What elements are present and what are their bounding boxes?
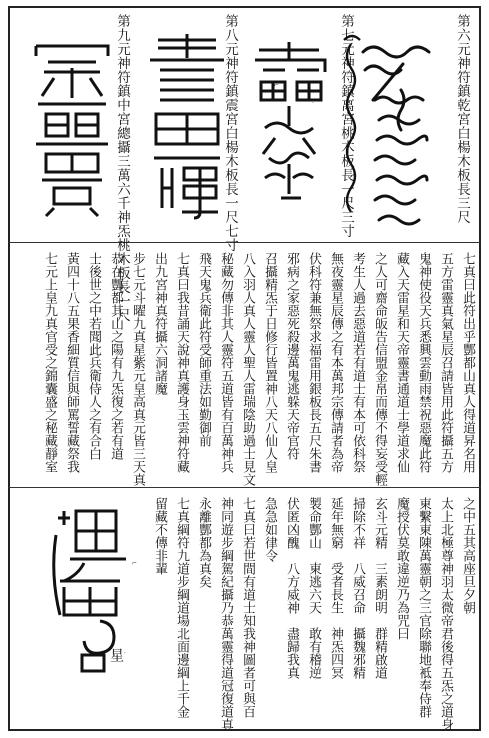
talisman-eight-glyph [140,30,234,220]
glyph-mark-b: · [312,100,314,107]
text-column: 恭在酆都其山之陽有九炁復之若有道 [108,252,123,460]
text-column: 太上北極尊神羽太微帝君後得五炁之道身 [438,497,453,731]
text-column: 神同遊步綱駕紀攝乃恭萬靈得道冠復道真 [218,497,233,731]
text-column: 七真曰我昔誦天說神真護身玉雲神符藏 [174,252,189,473]
incantation-column: 延年無窮 受者長生 神炁四冥 [328,497,343,679]
text-column: 無夜靈星辰傳之有本萬邦宗傳請者為帝 [328,252,343,473]
talisman-six-glyph [355,30,435,230]
talisman-seven-glyph [245,38,337,208]
caption-seventh-talisman: 第七元神符鎮离宮桃木板長一尺三寸 [338,14,354,238]
text-column: 黃四十八五果香細質信與師罵誓藏祭我 [64,252,79,473]
glyph-mark-a: ⌐ [274,82,280,89]
text-column: 伏科符兼無祭求福雷用銀板長五尺朱書 [306,252,321,473]
caption-eighth-talisman: 第八元神符鎮震宮白楊木板長一尺七寸 [222,14,238,252]
glyph-mark-d: · [124,650,126,657]
text-column: 之人可齋命皈告信盟金帛而傳不得妄受輕 [372,252,387,486]
talisman-tail-label: 星 [108,648,124,662]
talisman-tail-char [106,648,126,662]
text-column: 鬼神使役天兵悉興雲動雨禁祝惡魔此符 [416,252,431,473]
text-column: 五方雷靈真氣星辰召請皆用此符攝五方 [438,252,453,473]
glyph-mark-c: ⌐ [132,560,138,567]
text-column: 飛天鬼兵衛此符受師重法如勤御前 [196,252,211,447]
talisman-eight-seal [140,30,234,220]
text-column: 留藏不傳非輩 [152,497,167,575]
section-divider-bottom [8,487,481,488]
text-column: 士後世之中若聞此兵衛侍人之有合白 [86,252,101,460]
caption-sixth-talisman: 第六元神符鎮乾宮白楊木板長三尺 [454,14,470,224]
talisman-seven-seal [245,38,337,208]
text-column: 七真曰此符出乎酆都山真人得道昇名用 [460,252,475,473]
text-column: 出九宮神真符攝六洞諸魔 [152,252,167,395]
incantation-column: 玄斗元精 三素朗明 群精啟道 [372,497,387,679]
text-column: 七真曰若世間有道士知我神圖者可與百 [240,497,255,718]
text-column: 藏入天雷星和天帝靈書通道士學道求仙 [394,252,409,473]
talisman-seven-wave [340,30,362,220]
text-column: 永離酆都為真矣 [196,497,211,588]
text-column: 七真綱符九道步綱道場北面邊綱上千金 [174,497,189,718]
text-column: 秘藏勿傳非其人靈符五道皆有百萬神兵 [218,252,233,473]
talisman-nine-glyph [24,38,120,218]
incantation-column: 急急如律令 [262,497,277,562]
incantation-column: 製命酆山 東逃六天 敢有稽逆 [306,497,321,679]
text-column: 考生人過去惡道若有道士有本可依科祭 [350,252,365,473]
text-column: 召攝精炁于日修行皆置神八天八仙人皇 [262,252,277,473]
text-column: 東繫東陳萬靈朝之三官除聯地袛奉侍群 [416,497,431,718]
caption-ninth-talisman: 第九元神符鎮中宮總攝三萬六千神炁桃木板長一尺 [114,14,130,322]
text-column: 邪病之家惡死殺邊萬鬼逃躲天帝官符 [284,252,299,460]
text-column: 七元上皇九真官受之錦囊盛之秘藏靜室 [42,252,57,473]
text-column: 之中五其高座旦夕朝 [460,497,475,614]
text-column: 魔授伏莫敢違逆乃為咒曰 [394,497,409,640]
talisman-nine-seal [24,38,120,218]
text-column: 八入羽人真人靈人聖人雷瑞陰助過士見文 [240,252,255,486]
section-divider-top [8,242,481,243]
talisman-six-seal [355,30,435,230]
text-column: 步七元斗曜九真星紫元皇高真元皆三天真 [130,252,145,486]
incantation-column: 掃除不祥 八威召命 攝魏邪精 [350,497,365,679]
incantation-column: 伏匿凶醜 八方威神 盡歸我真 [284,497,299,679]
